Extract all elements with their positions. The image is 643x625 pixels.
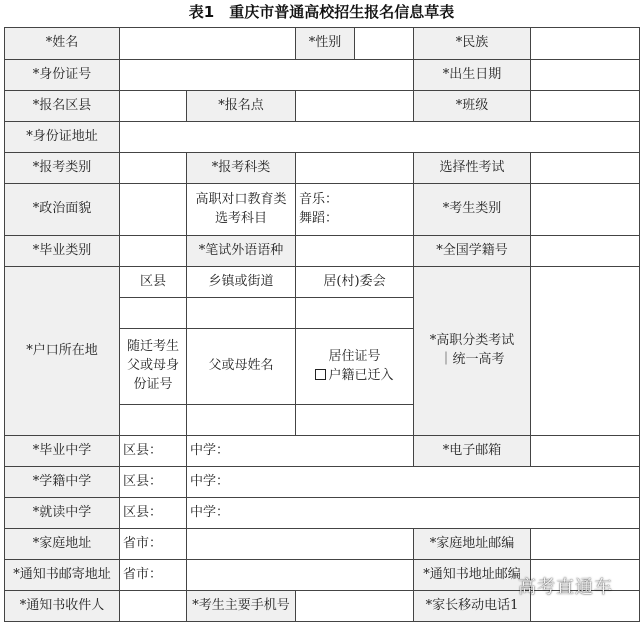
- registry-school-label: *学籍中学: [5, 467, 120, 498]
- gender-cell: [296, 28, 414, 60]
- id-address-field[interactable]: [120, 122, 640, 153]
- migrate-id-label: [120, 329, 187, 405]
- classified-exam-line2: ｜统一高考: [439, 352, 505, 367]
- political-status-label: *政治面貌: [5, 184, 120, 236]
- student-phone-field[interactable]: [296, 591, 414, 622]
- ethnicity-field[interactable]: [531, 28, 640, 60]
- vocational-subject-line2: 选考科目: [214, 210, 267, 226]
- parent-name-field[interactable]: [187, 405, 296, 436]
- migrate-line2: 父或母身: [126, 358, 179, 374]
- household-moved-option[interactable]: [299, 367, 410, 386]
- arts-subject-field[interactable]: [296, 184, 414, 236]
- household-label: *户口所在地: [5, 267, 120, 436]
- birth-date-field[interactable]: [531, 60, 640, 91]
- migrate-line3: 份证号: [133, 376, 173, 392]
- migrate-id-field[interactable]: [120, 405, 187, 436]
- name-label: *姓名: [5, 28, 120, 60]
- id-number-field[interactable]: [120, 60, 414, 91]
- residence-permit-field[interactable]: [296, 405, 414, 436]
- home-address-field[interactable]: [187, 529, 414, 560]
- student-phone-label: *考生主要手机号: [187, 591, 296, 622]
- graduation-school-field[interactable]: 中学：: [187, 436, 414, 467]
- elective-exam-field[interactable]: [531, 153, 640, 184]
- class-label: *班级: [414, 91, 531, 122]
- form-title: 表1 重庆市普通高校招生报名信息草表: [188, 3, 455, 21]
- household-county-field[interactable]: [120, 298, 187, 329]
- registration-form-table: [4, 27, 640, 622]
- registry-school-field[interactable]: 中学：: [187, 467, 640, 498]
- student-category-field[interactable]: [531, 184, 640, 236]
- vocational-subject-label: [187, 184, 296, 236]
- classified-exam-field[interactable]: [531, 267, 640, 436]
- national-student-id-label: *全国学籍号: [414, 236, 531, 267]
- attending-county-field[interactable]: 区县：: [120, 498, 187, 529]
- national-student-id-field[interactable]: [531, 236, 640, 267]
- elective-exam-label: 选择性考试: [414, 153, 531, 184]
- exam-subject-field[interactable]: [296, 153, 414, 184]
- district-label: *报名区县: [5, 91, 120, 122]
- dance-label: 舞蹈：: [299, 210, 339, 226]
- household-moved-checkbox[interactable]: [315, 369, 326, 380]
- graduation-county-field[interactable]: 区县：: [120, 436, 187, 467]
- political-status-field[interactable]: [120, 184, 187, 236]
- migrate-line1: 随迁考生: [126, 339, 179, 355]
- ethnicity-label: *民族: [414, 28, 531, 60]
- township-header: 乡镇或街道: [187, 267, 296, 298]
- graduation-school-label: *毕业中学: [5, 436, 120, 467]
- home-postcode-field[interactable]: [531, 529, 640, 560]
- home-address-label: *家庭地址: [5, 529, 120, 560]
- music-label: 音乐：: [299, 191, 339, 207]
- parent-name-label: 父或母姓名: [187, 329, 296, 405]
- parent-phone-label: *家长移动电话1: [414, 591, 531, 622]
- email-field[interactable]: [531, 436, 640, 467]
- id-number-label: *身份证号: [5, 60, 120, 91]
- exam-subject-label: *报考科类: [187, 153, 296, 184]
- foreign-language-field[interactable]: [296, 236, 414, 267]
- mail-province-field[interactable]: 省市：: [120, 560, 187, 591]
- graduate-category-label: *毕业类别: [5, 236, 120, 267]
- classified-exam-label: [414, 267, 531, 436]
- district-field[interactable]: [120, 91, 187, 122]
- vocational-subject-line1: 高职对口教育类: [195, 191, 287, 207]
- household-township-field[interactable]: [187, 298, 296, 329]
- registry-county-field[interactable]: 区县：: [120, 467, 187, 498]
- recipient-field[interactable]: [120, 591, 187, 622]
- student-category-label: *考生类别: [414, 184, 531, 236]
- committee-header: 居(村)委会: [296, 267, 414, 298]
- email-label: *电子邮箱: [414, 436, 531, 467]
- foreign-language-label: *笔试外语语种: [187, 236, 296, 267]
- attending-school-field[interactable]: 中学：: [187, 498, 640, 529]
- name-field[interactable]: [120, 28, 296, 60]
- residence-permit-label: 居住证号: [328, 348, 381, 364]
- county-header: 区县: [120, 267, 187, 298]
- mail-address-field[interactable]: [187, 560, 414, 591]
- classified-exam-line1: *高职分类考试: [429, 333, 515, 349]
- site-label: *报名点: [187, 91, 296, 122]
- residence-permit-cell: [296, 329, 414, 405]
- mail-address-label: *通知书邮寄地址: [5, 560, 120, 591]
- exam-type-field[interactable]: [120, 153, 187, 184]
- class-field[interactable]: [531, 91, 640, 122]
- birth-date-label: *出生日期: [414, 60, 531, 91]
- graduate-category-field[interactable]: [120, 236, 187, 267]
- household-committee-field[interactable]: [296, 298, 414, 329]
- site-field[interactable]: [296, 91, 414, 122]
- mail-postcode-label: *通知书地址邮编: [414, 560, 531, 591]
- household-moved-label: 户籍已迁入: [328, 367, 394, 383]
- attending-school-label: *就读中学: [5, 498, 120, 529]
- gender-label: *性别: [296, 28, 355, 59]
- gender-field[interactable]: [355, 28, 413, 59]
- home-province-field[interactable]: 省市：: [120, 529, 187, 560]
- recipient-label: *通知书收件人: [5, 591, 120, 622]
- watermark-text: 高考直通车: [518, 577, 613, 598]
- id-address-label: *身份证地址: [5, 122, 120, 153]
- home-postcode-label: *家庭地址邮编: [414, 529, 531, 560]
- exam-type-label: *报考类别: [5, 153, 120, 184]
